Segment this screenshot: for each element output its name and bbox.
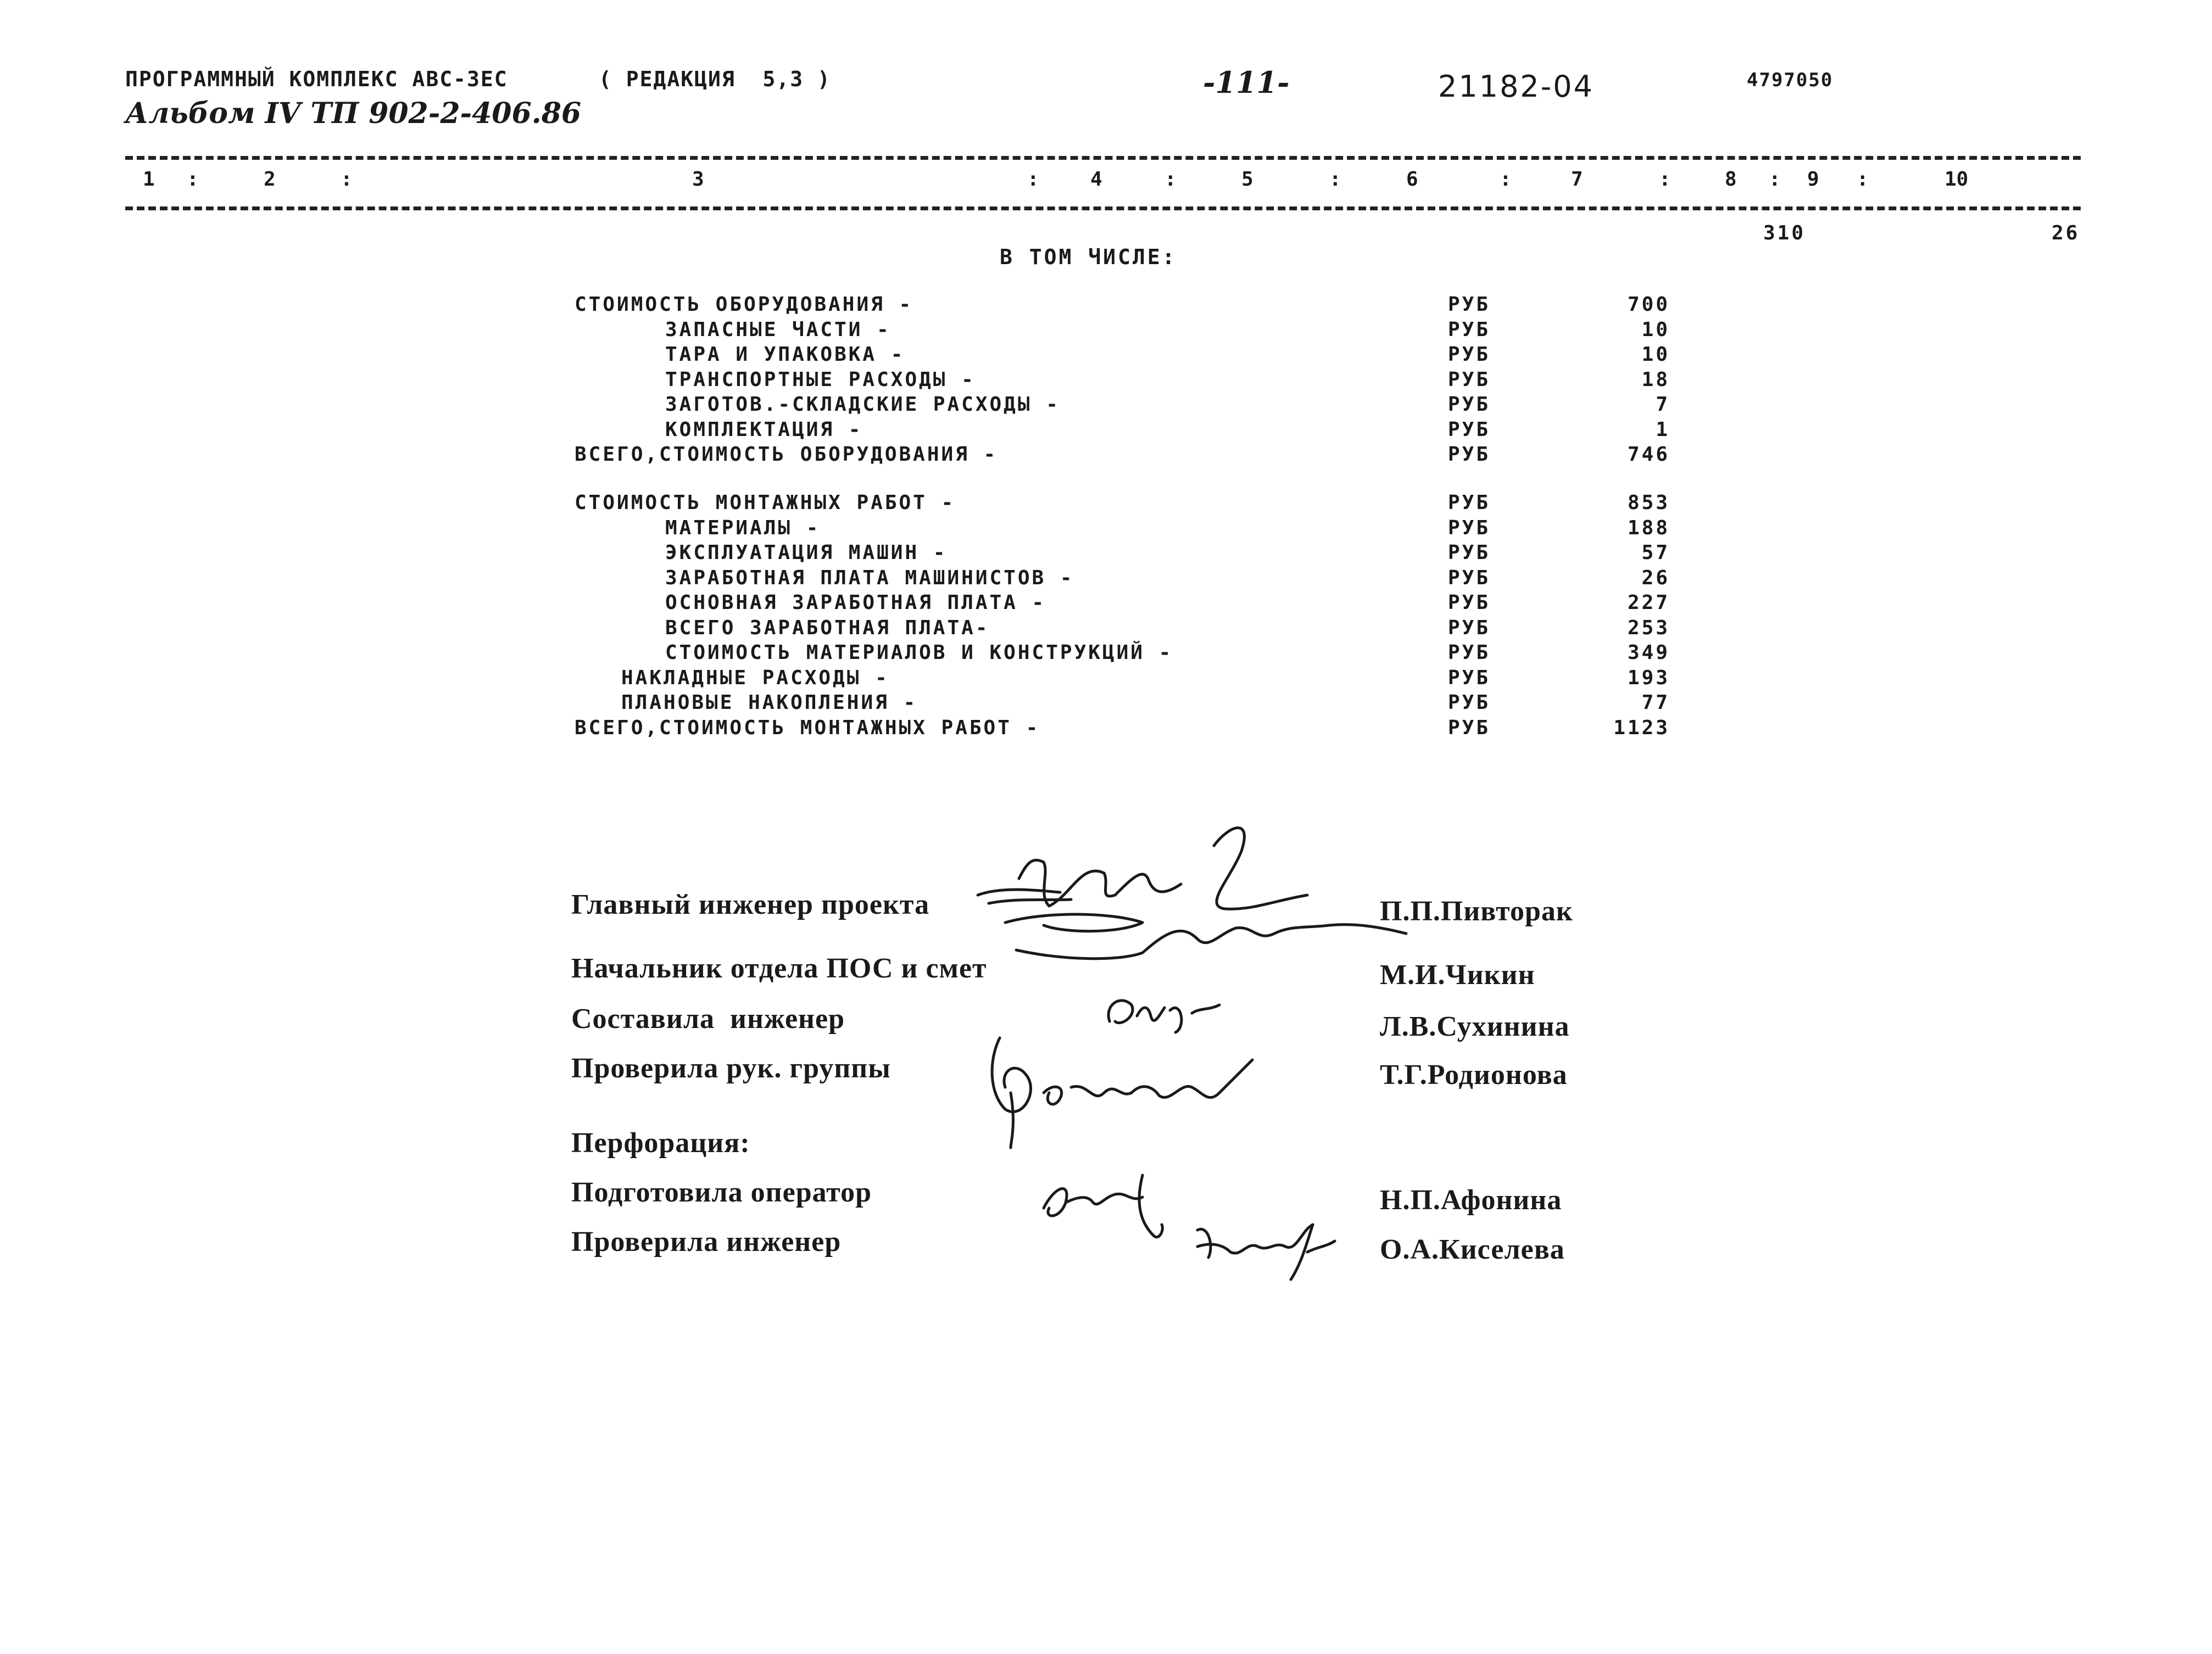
column-number: 9	[1807, 168, 1819, 191]
signature-dept-head	[1000, 901, 1417, 977]
column-number: 4	[1090, 168, 1102, 191]
cost-row-value: 188	[1627, 517, 1670, 539]
top-rule	[125, 156, 2081, 160]
column-number: 10	[1944, 168, 1969, 191]
cost-row-label: ЗАПАСНЫЕ ЧАСТИ -	[665, 318, 891, 341]
name-checked-by: Т.Г.Родионова	[1380, 1059, 1568, 1091]
cost-row-value: 18	[1641, 368, 1670, 391]
signature-checked-by	[978, 1027, 1263, 1153]
cost-row-value: 349	[1627, 641, 1670, 664]
cost-row-value: 77	[1641, 691, 1670, 714]
role-dept-head: Начальник отдела ПОС и смет	[571, 953, 987, 984]
column-separator: :	[1027, 168, 1039, 191]
column-separator: :	[1857, 168, 1869, 191]
document-number: 4797050	[1747, 69, 1834, 91]
cost-row-unit: РУБ	[1448, 368, 1491, 391]
cost-row-unit: РУБ	[1448, 293, 1491, 316]
column-number: 1	[143, 168, 155, 191]
column-numbers-row	[0, 168, 2212, 195]
cost-row-unit: РУБ	[1448, 393, 1491, 416]
cost-row-label: ЗАРАБОТНАЯ ПЛАТА МАШИНИСТОВ -	[665, 567, 1074, 589]
cost-row-unit: РУБ	[1448, 491, 1491, 514]
cost-row-label: КОМПЛЕКТАЦИЯ -	[665, 418, 863, 441]
cost-row-value: 227	[1627, 591, 1670, 614]
album-reference: Альбом IV ТП 902-2-406.86	[125, 97, 582, 130]
cost-row-label: ОСНОВНАЯ ЗАРАБОТНАЯ ПЛАТА -	[665, 591, 1046, 614]
column-separator: :	[1500, 168, 1512, 191]
column-number: 6	[1406, 168, 1418, 191]
total-col10: 26	[2052, 222, 2080, 244]
cost-row-label: СТОИМОСТЬ МОНТАЖНЫХ РАБОТ -	[575, 491, 956, 514]
cost-row-label: ЭКСПЛУАТАЦИЯ МАШИН -	[665, 541, 948, 564]
column-separator: :	[1329, 168, 1341, 191]
cost-row-unit: РУБ	[1448, 691, 1491, 714]
cost-row-unit: РУБ	[1448, 343, 1491, 366]
signature-operator-and-engineer	[1033, 1164, 1340, 1290]
cost-row-unit: РУБ	[1448, 717, 1491, 739]
cost-row-value: 746	[1627, 443, 1670, 466]
name-checked-engineer: О.А.Киселева	[1380, 1234, 1565, 1265]
cost-row-unit: РУБ	[1448, 418, 1491, 441]
name-prepared-operator: Н.П.Афонина	[1380, 1184, 1562, 1216]
name-chief-engineer: П.П.Пивторак	[1380, 896, 1573, 927]
column-separator: :	[1769, 168, 1781, 191]
column-number: 5	[1241, 168, 1253, 191]
cost-row-label: СТОИМОСТЬ МАТЕРИАЛОВ И КОНСТРУКЦИЙ -	[665, 641, 1173, 664]
cost-row-unit: РУБ	[1448, 617, 1491, 639]
bottom-rule	[125, 206, 2081, 210]
cost-row-value: 10	[1641, 318, 1670, 341]
role-checked-by: Проверила рук. группы	[571, 1053, 891, 1084]
column-number: 3	[692, 168, 704, 191]
cost-row-label: ВСЕГО ЗАРАБОТНАЯ ПЛАТА-	[665, 617, 990, 639]
cost-row-unit: РУБ	[1448, 541, 1491, 564]
document-code: 21182-04	[1438, 69, 1594, 104]
column-number: 2	[264, 168, 276, 191]
cost-row-unit: РУБ	[1448, 517, 1491, 539]
cost-row-unit: РУБ	[1448, 443, 1491, 466]
cost-row-label: СТОИМОСТЬ ОБОРУДОВАНИЯ -	[575, 293, 913, 316]
cost-row-value: 1123	[1613, 717, 1670, 739]
cost-row-unit: РУБ	[1448, 641, 1491, 664]
edition-label: ( РЕДАКЦИЯ 5,3 )	[599, 67, 831, 91]
column-number: 8	[1725, 168, 1737, 191]
cost-row-label: МАТЕРИАЛЫ -	[665, 517, 821, 539]
cost-row-value: 193	[1627, 667, 1670, 689]
column-separator: :	[1164, 168, 1177, 191]
column-separator: :	[1659, 168, 1671, 191]
cost-row-value: 700	[1627, 293, 1670, 316]
column-number: 7	[1571, 168, 1583, 191]
cost-row-label: ВСЕГО,СТОИМОСТЬ ОБОРУДОВАНИЯ -	[575, 443, 998, 466]
column-separator: :	[341, 168, 353, 191]
cost-row-label: ТАРА И УПАКОВКА -	[665, 343, 905, 366]
cost-row-unit: РУБ	[1448, 567, 1491, 589]
program-title: ПРОГРАММНЫЙ КОМПЛЕКС АВС-ЗЕС	[125, 67, 508, 91]
name-dept-head: М.И.Чикин	[1380, 959, 1535, 991]
role-compiled-by: Составила инженер	[571, 1003, 845, 1035]
total-col8: 310	[1763, 222, 1806, 244]
cost-row-label: ЗАГОТОВ.-СКЛАДСКИЕ РАСХОДЫ -	[665, 393, 1060, 416]
cost-row-label: ТРАНСПОРТНЫЕ РАСХОДЫ -	[665, 368, 976, 391]
role-prepared-operator: Подготовила оператор	[571, 1177, 872, 1208]
cost-row-value: 26	[1641, 567, 1670, 589]
role-chief-engineer: Главный инженер проекта	[571, 889, 930, 920]
cost-row-label: ВСЕГО,СТОИМОСТЬ МОНТАЖНЫХ РАБОТ -	[575, 717, 1040, 739]
cost-row-unit: РУБ	[1448, 318, 1491, 341]
cost-row-unit: РУБ	[1448, 591, 1491, 614]
cost-row-label: НАКЛАДНЫЕ РАСХОДЫ -	[621, 667, 889, 689]
cost-row-value: 1	[1656, 418, 1670, 441]
column-separator: :	[187, 168, 199, 191]
cost-row-label: ПЛАНОВЫЕ НАКОПЛЕНИЯ -	[621, 691, 918, 714]
cost-row-value: 10	[1641, 343, 1670, 366]
page-number: -111-	[1203, 65, 1290, 100]
subheading: В ТОМ ЧИСЛЕ:	[1000, 245, 1177, 269]
cost-row-unit: РУБ	[1448, 667, 1491, 689]
cost-row-value: 253	[1627, 617, 1670, 639]
role-checked-engineer: Проверила инженер	[571, 1226, 842, 1258]
cost-row-value: 853	[1627, 491, 1670, 514]
perforation-heading: Перфорация:	[571, 1127, 750, 1159]
name-compiled-by: Л.В.Сухинина	[1380, 1011, 1570, 1042]
cost-row-value: 7	[1656, 393, 1670, 416]
cost-row-value: 57	[1641, 541, 1670, 564]
